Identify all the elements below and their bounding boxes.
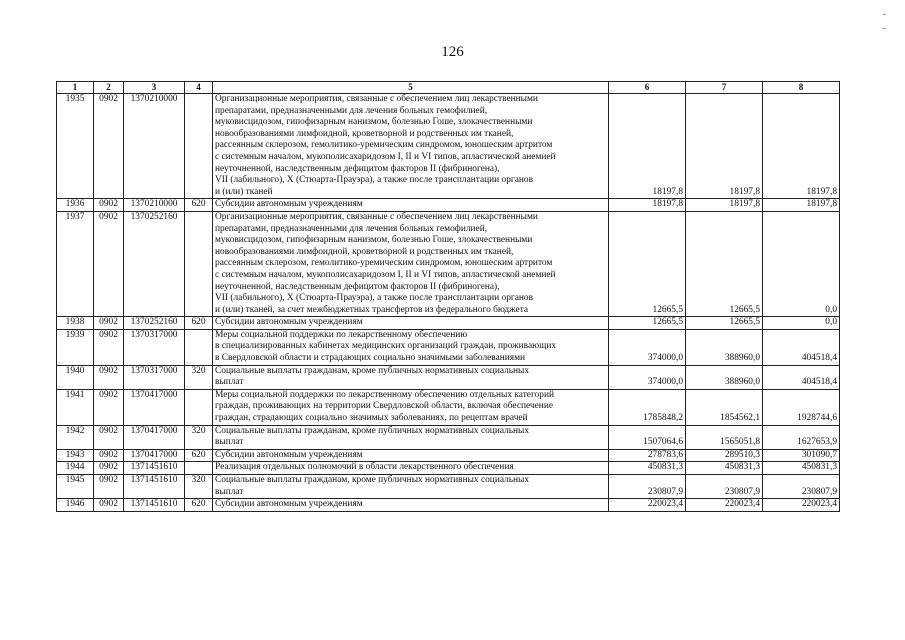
expense-type bbox=[185, 462, 213, 475]
section-code: 0902 bbox=[94, 449, 124, 462]
table-row bbox=[57, 199, 840, 212]
amount-col6: 374000,0 bbox=[609, 365, 686, 389]
column-header: 5 bbox=[213, 82, 609, 94]
amount-col8: 404518,4 bbox=[763, 329, 840, 365]
target-code: 1370252160 bbox=[124, 211, 185, 316]
amount-col6: 18197,8 bbox=[609, 94, 686, 199]
amount-col7: 1854562,1 bbox=[686, 389, 763, 425]
table-row bbox=[57, 499, 840, 512]
table-row bbox=[57, 475, 840, 499]
row-description: Организационные мероприятия, связанные с обеспечением лиц лекарственными препаратами, предназначенными для лечения больных гемофилией, муковисцидозом, гипофизарным нанизмом, болезнью Гоше, злокачественными новообразованиями лимфоидной, кроветворной и родственных им тканей, рассеянным склерозом, гемолитико-уремическим синдромом, юношеским артритом с системным началом, мукополисахаридозом I, II и VI типов, апластической анемией неуточненной, наследственным дефицитом факторов II (фибриногена), VII (лабильного), X (Стюарта-Прауэра), а также после трансплантации органов и (или) тканей bbox=[213, 94, 609, 199]
row-number: 1944 bbox=[57, 462, 94, 475]
row-description: Социальные выплаты гражданам, кроме публичных нормативных социальных выплат bbox=[213, 365, 609, 389]
row-number: 1945 bbox=[57, 475, 94, 499]
section-code: 0902 bbox=[94, 329, 124, 365]
target-code: 1370317000 bbox=[124, 329, 185, 365]
row-description: Реализация отдельных полномочий в области лекарственного обеспечения bbox=[213, 462, 609, 475]
row-description: Социальные выплаты гражданам, кроме публичных нормативных социальных выплат bbox=[213, 425, 609, 449]
row-description: Субсидии автономным учреждениям bbox=[213, 499, 609, 512]
target-code: 1370210000 bbox=[124, 94, 185, 199]
target-code: 1370317000 bbox=[124, 365, 185, 389]
amount-col7: 388960,0 bbox=[686, 365, 763, 389]
amount-col7: 388960,0 bbox=[686, 329, 763, 365]
row-number: 1937 bbox=[57, 211, 94, 316]
section-code: 0902 bbox=[94, 317, 124, 330]
section-code: 0902 bbox=[94, 94, 124, 199]
amount-col7: 450831,3 bbox=[686, 462, 763, 475]
table-row bbox=[57, 365, 840, 389]
row-description: Меры социальной поддержки по лекарственному обеспечению в специализированных кабинетах медицинских организаций граждан, проживающих в Свердловской области и страдающих социально значимыми заболеваниями bbox=[213, 329, 609, 365]
section-code: 0902 bbox=[94, 199, 124, 212]
row-description: Субсидии автономным учреждениям bbox=[213, 199, 609, 212]
target-code: 1371451610 bbox=[124, 475, 185, 499]
expense-type bbox=[185, 329, 213, 365]
table-row bbox=[57, 317, 840, 330]
section-code: 0902 bbox=[94, 389, 124, 425]
amount-col8: 404518,4 bbox=[763, 365, 840, 389]
amount-col6: 12665,5 bbox=[609, 211, 686, 316]
expense-type: 320 bbox=[185, 425, 213, 449]
section-code: 0902 bbox=[94, 365, 124, 389]
amount-col7: 230807,9 bbox=[686, 475, 763, 499]
row-description: Субсидии автономным учреждениям bbox=[213, 317, 609, 330]
amount-col6: 18197,8 bbox=[609, 199, 686, 212]
amount-col6: 1785848,2 bbox=[609, 389, 686, 425]
amount-col8: 18197,8 bbox=[763, 199, 840, 212]
page-number: 126 bbox=[441, 44, 464, 60]
target-code: 1370417000 bbox=[124, 425, 185, 449]
row-description: Меры социальной поддержки по лекарственному обеспечению отдельных категорий граждан, проживающих на территории Свердловской области, включая обеспечение граждан, страдающих социально значимых заболеваниях, по рецептам врачей bbox=[213, 389, 609, 425]
table-row bbox=[57, 329, 840, 365]
expense-type bbox=[185, 94, 213, 199]
expense-type: 620 bbox=[185, 449, 213, 462]
amount-col7: 220023,4 bbox=[686, 499, 763, 512]
amount-col7: 18197,8 bbox=[686, 94, 763, 199]
target-code: 1371451610 bbox=[124, 462, 185, 475]
expense-type bbox=[185, 389, 213, 425]
row-number: 1939 bbox=[57, 329, 94, 365]
amount-col8: 230807,9 bbox=[763, 475, 840, 499]
expense-type: 620 bbox=[185, 317, 213, 330]
column-header: 4 bbox=[185, 82, 213, 94]
column-header: 8 bbox=[763, 82, 840, 94]
amount-col6: 450831,3 bbox=[609, 462, 686, 475]
section-code: 0902 bbox=[94, 475, 124, 499]
row-number: 1942 bbox=[57, 425, 94, 449]
row-number: 1936 bbox=[57, 199, 94, 212]
amount-col7: 1565051,8 bbox=[686, 425, 763, 449]
row-description: Социальные выплаты гражданам, кроме публичных нормативных социальных выплат bbox=[213, 475, 609, 499]
amount-col6: 278783,6 bbox=[609, 449, 686, 462]
amount-col7: 12665,5 bbox=[686, 317, 763, 330]
row-number: 1940 bbox=[57, 365, 94, 389]
amount-col6: 374000,0 bbox=[609, 329, 686, 365]
amount-col8: 0,0 bbox=[763, 211, 840, 316]
amount-col7: 18197,8 bbox=[686, 199, 763, 212]
row-number: 1938 bbox=[57, 317, 94, 330]
row-number: 1941 bbox=[57, 389, 94, 425]
expense-type: 620 bbox=[185, 199, 213, 212]
amount-col8: 450831,3 bbox=[763, 462, 840, 475]
target-code: 1370417000 bbox=[124, 389, 185, 425]
row-number: 1935 bbox=[57, 94, 94, 199]
amount-col8: 220023,4 bbox=[763, 499, 840, 512]
row-number: 1946 bbox=[57, 499, 94, 512]
section-code: 0902 bbox=[94, 211, 124, 316]
expense-type: 320 bbox=[185, 475, 213, 499]
expense-type: 320 bbox=[185, 365, 213, 389]
table-row bbox=[57, 449, 840, 462]
section-code: 0902 bbox=[94, 499, 124, 512]
amount-col8: 1928744,6 bbox=[763, 389, 840, 425]
amount-col7: 289510,3 bbox=[686, 449, 763, 462]
table-row bbox=[57, 94, 840, 199]
row-number: 1943 bbox=[57, 449, 94, 462]
amount-col8: 0,0 bbox=[763, 317, 840, 330]
amount-col6: 1507064,6 bbox=[609, 425, 686, 449]
header-row bbox=[57, 82, 840, 94]
row-description: Организационные мероприятия, связанные с обеспечением лиц лекарственными препаратами, предназначенными для лечения больных гемофилией, муковисцидозом, гипофизарным нанизмом, болезнью Гоше, злокачественными новообразованиями лимфоидной, кроветворной и родственных им тканей, рассеянным склерозом, гемолитико-уремическим синдромом, юношеским артритом с системным началом, мукополисахаридозом I, II и VI типов, апластической анемией неуточненной, наследственным дефицитом факторов II (фибриногена), VII (лабильного), X (Стюарта-Прауэра), а также после трансплантации органов и (или) тканей, за счет межбюджетных трансфертов из федерального бюджета bbox=[213, 211, 609, 316]
column-header: 1 bbox=[57, 82, 94, 94]
target-code: 1370210000 bbox=[124, 199, 185, 212]
table-row bbox=[57, 389, 840, 425]
column-header: 2 bbox=[94, 82, 124, 94]
section-code: 0902 bbox=[94, 462, 124, 475]
table-row bbox=[57, 211, 840, 316]
budget-table bbox=[56, 81, 840, 512]
table-row bbox=[57, 425, 840, 449]
target-code: 1371451610 bbox=[124, 499, 185, 512]
column-header: 6 bbox=[609, 82, 686, 94]
amount-col6: 220023,4 bbox=[609, 499, 686, 512]
amount-col8: 301090,7 bbox=[763, 449, 840, 462]
column-header: 3 bbox=[124, 82, 185, 94]
amount-col8: 1627653,9 bbox=[763, 425, 840, 449]
amount-col7: 12665,5 bbox=[686, 211, 763, 316]
table-row bbox=[57, 462, 840, 475]
section-code: 0902 bbox=[94, 425, 124, 449]
target-code: 1370417000 bbox=[124, 449, 185, 462]
amount-col8: 18197,8 bbox=[763, 94, 840, 199]
amount-col6: 230807,9 bbox=[609, 475, 686, 499]
expense-type: 620 bbox=[185, 499, 213, 512]
expense-type bbox=[185, 211, 213, 316]
row-description: Субсидии автономным учреждениям bbox=[213, 449, 609, 462]
amount-col6: 12665,5 bbox=[609, 317, 686, 330]
target-code: 1370252160 bbox=[124, 317, 185, 330]
column-header: 7 bbox=[686, 82, 763, 94]
